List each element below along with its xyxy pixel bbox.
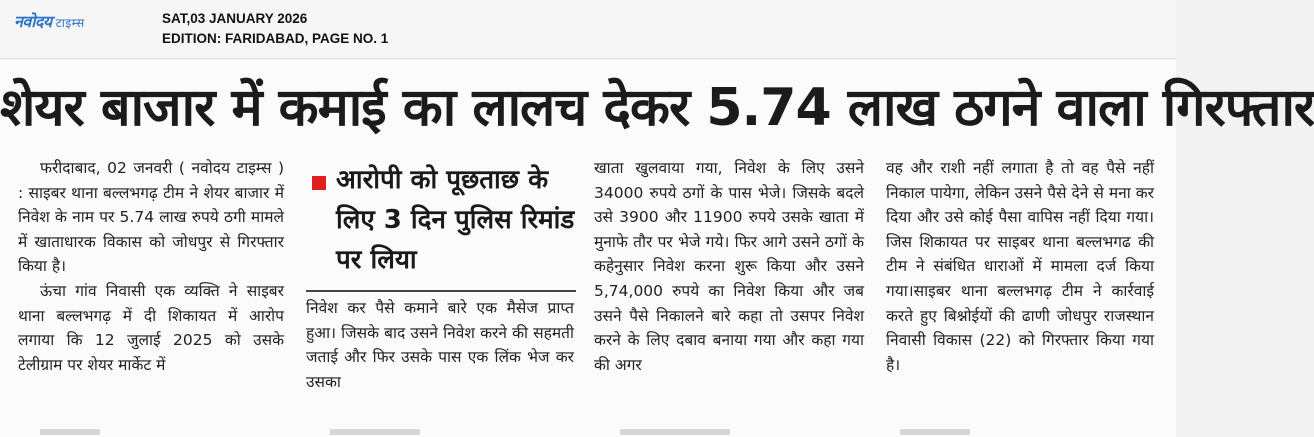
next-article-strip (0, 428, 1176, 437)
cropped-text-fragment (900, 429, 970, 435)
article-column-2 (306, 296, 574, 394)
red-square-bullet-icon (312, 176, 326, 190)
date-line: SAT,03 JANUARY 2026 (162, 11, 308, 26)
column-2-paragraph-1: निवेश कर पैसे कमाने बारे एक मैसेज प्राप्त हुआ। जिसके बाद उसने निवेश करने की सहमती जताई और फिर उसके पास एक लिंक भेज कर उसका (306, 299, 574, 391)
article-column-3 (594, 156, 864, 377)
subheading-divider (306, 290, 576, 292)
edition-info (162, 9, 388, 49)
article-column-1 (18, 156, 284, 377)
column-3-paragraph-1: खाता खुलवाया गया, निवेश के लिए उसने 34000 रुपये ठगों के पास भेजे। जिसके बदले उसे 3900 और 11900 रुपये उसके खाता में मुनाफे तौर पर भेजे गये। फिर आगे उसने ठगों के कहेनुसार निवेश करना शुरू किया और उसने 5,74,000 रुपये का निवेश किया और जब उसने पैसे निकालने बारे कहा तो उसपर निवेश करने के लिए दबाव बनाया गया और कहा गया की अगर (594, 159, 864, 374)
article-subheading: आरोपी को पूछताछ के लिए 3 दिन पुलिस रिमांड पर लिया (336, 165, 575, 275)
cropped-text-fragment (330, 429, 420, 435)
cropped-text-fragment (620, 429, 730, 435)
column-1-paragraph-2: ऊंचा गांव निवासी एक व्यक्ति ने साइबर थाना बल्लभगढ़ में दी शिकायत में आरोप लगाया कि 12 जुलाई 2025 को उसके टेलीग्राम पर शेयर मार्केट में (18, 281, 284, 374)
article-subheading-block (306, 160, 576, 286)
column-4-paragraph-1: वह और राशी नहीं लगाता है तो वह पैसे नहीं निकाल पायेगा, लेकिन उसने पैसे देने से मना कर दिया और उसे कोई पैसा वापिस नहीं दिया गया। जिस शिकायत पर साइबर थाना बल्लभगढ की टीम ने संबंधित धाराओं में मामला दर्ज किया गया।साइबर थाना बल्लभगढ़ टीम ने कार्रवाई करते हुए बिश्नोईयों की ढाणी जोधपुर राजस्थान निवासी विकास (22) को गिरफ्तार किया गया है। (886, 159, 1154, 374)
article-headline: शेयर बाजार में कमाई का लालच देकर 5.74 लाख ठगने वाला गिरफ्तार (0, 78, 1314, 138)
cropped-text-fragment (40, 429, 100, 435)
logo-sub-text: टाइम्स (55, 16, 85, 30)
logo-main-text: नवोदय (14, 12, 52, 31)
article-column-4 (886, 156, 1154, 377)
newspaper-logo[interactable] (14, 10, 85, 32)
edition-line: EDITION: FARIDABAD, PAGE NO. 1 (162, 31, 389, 46)
column-1-paragraph-1: फरीदाबाद, 02 जनवरी ( नवोदय टाइम्स ) : साइबर थाना बल्लभगढ़ टीम ने शेयर बाजार में निवेश के नाम पर 5.74 लाख रुपये ठगी मामले में खाताधारक विकास को जोधपुर से गिरफ्तार किया है। (18, 159, 284, 276)
masthead-bar (0, 0, 1176, 59)
